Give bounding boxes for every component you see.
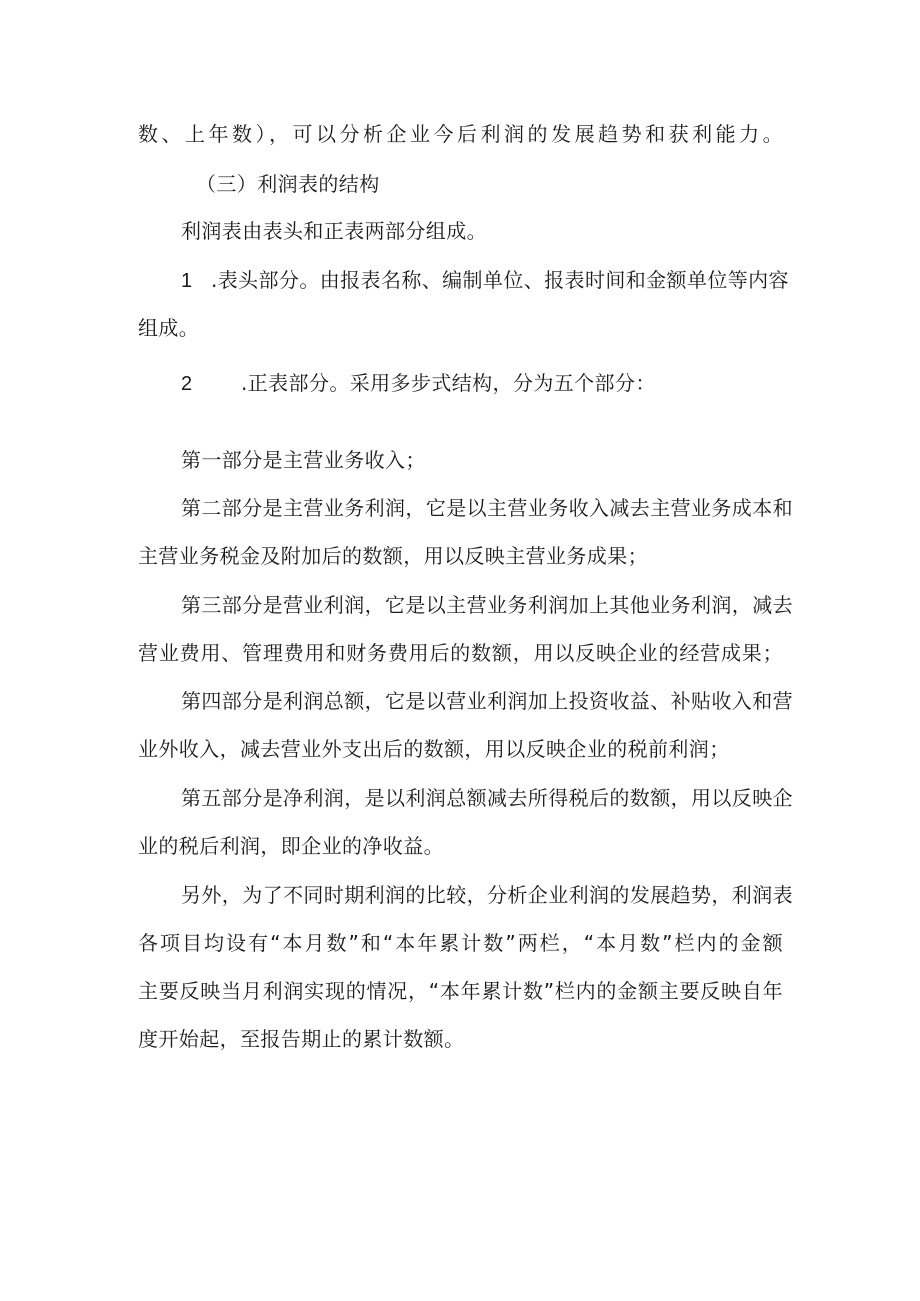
- part-five-line-1: 第五部分是净利润，是以利润总额减去所得税后的数额，用以反映企: [181, 786, 793, 810]
- part-five-line-2: 业的税后利润，即企业的净收益。: [138, 834, 444, 858]
- section-heading: （三）利润表的结构: [196, 172, 380, 196]
- list-item-2: [181, 369, 831, 398]
- closing-paragraph-line-3: 主要反映当月利润实现的情况，“本年累计数”栏内的金额主要反映自年: [138, 979, 783, 1003]
- list-number-1: 1: [181, 270, 193, 292]
- part-four-line-1: 第四部分是利润总额，它是以营业利润加上投资收益、补贴收入和营: [181, 689, 793, 713]
- list-item-1-line-2: 组成。: [138, 316, 200, 340]
- part-one: 第一部分是主营业务收入；: [181, 448, 426, 472]
- part-three-line-1: 第三部分是营业利润，它是以主营业务利润加上其他业务利润，减去: [181, 593, 793, 617]
- list-item-2-text: .正表部分。采用多步式结构，分为五个部分：: [241, 371, 656, 395]
- part-three-line-2: 营业费用、管理费用和财务费用后的数额，用以反映企业的经营成果；: [138, 641, 783, 665]
- list-item-1-text: .表头部分。由报表名称、编制单位、报表时间和金额单位等内容: [211, 268, 789, 292]
- closing-paragraph-line-1: 另外，为了不同时期利润的比较，分析企业利润的发展趋势，利润表: [181, 883, 793, 907]
- part-four-line-2: 业外收入，减去营业外支出后的数额，用以反映企业的税前利润；: [138, 737, 730, 761]
- paragraph-intro: 利润表由表头和正表两部分组成。: [181, 219, 487, 243]
- paragraph-continuation-line: 数、上年数），可以分析企业今后利润的发展趋势和获利能力。: [138, 122, 783, 146]
- closing-paragraph-line-2: 各项目均设有“本月数”和“本年累计数”两栏，“本月数”栏内的金额: [138, 931, 783, 955]
- part-two-line-1: 第二部分是主营业务利润，它是以主营业务收入减去主营业务成本和: [181, 496, 793, 520]
- part-two-line-2: 主营业务税金及附加后的数额，用以反映主营业务成果；: [138, 544, 648, 568]
- closing-paragraph-line-4: 度开始起，至报告期止的累计数额。: [138, 1027, 465, 1051]
- list-item-1-line-1: [181, 266, 789, 295]
- list-number-2: 2: [181, 373, 193, 395]
